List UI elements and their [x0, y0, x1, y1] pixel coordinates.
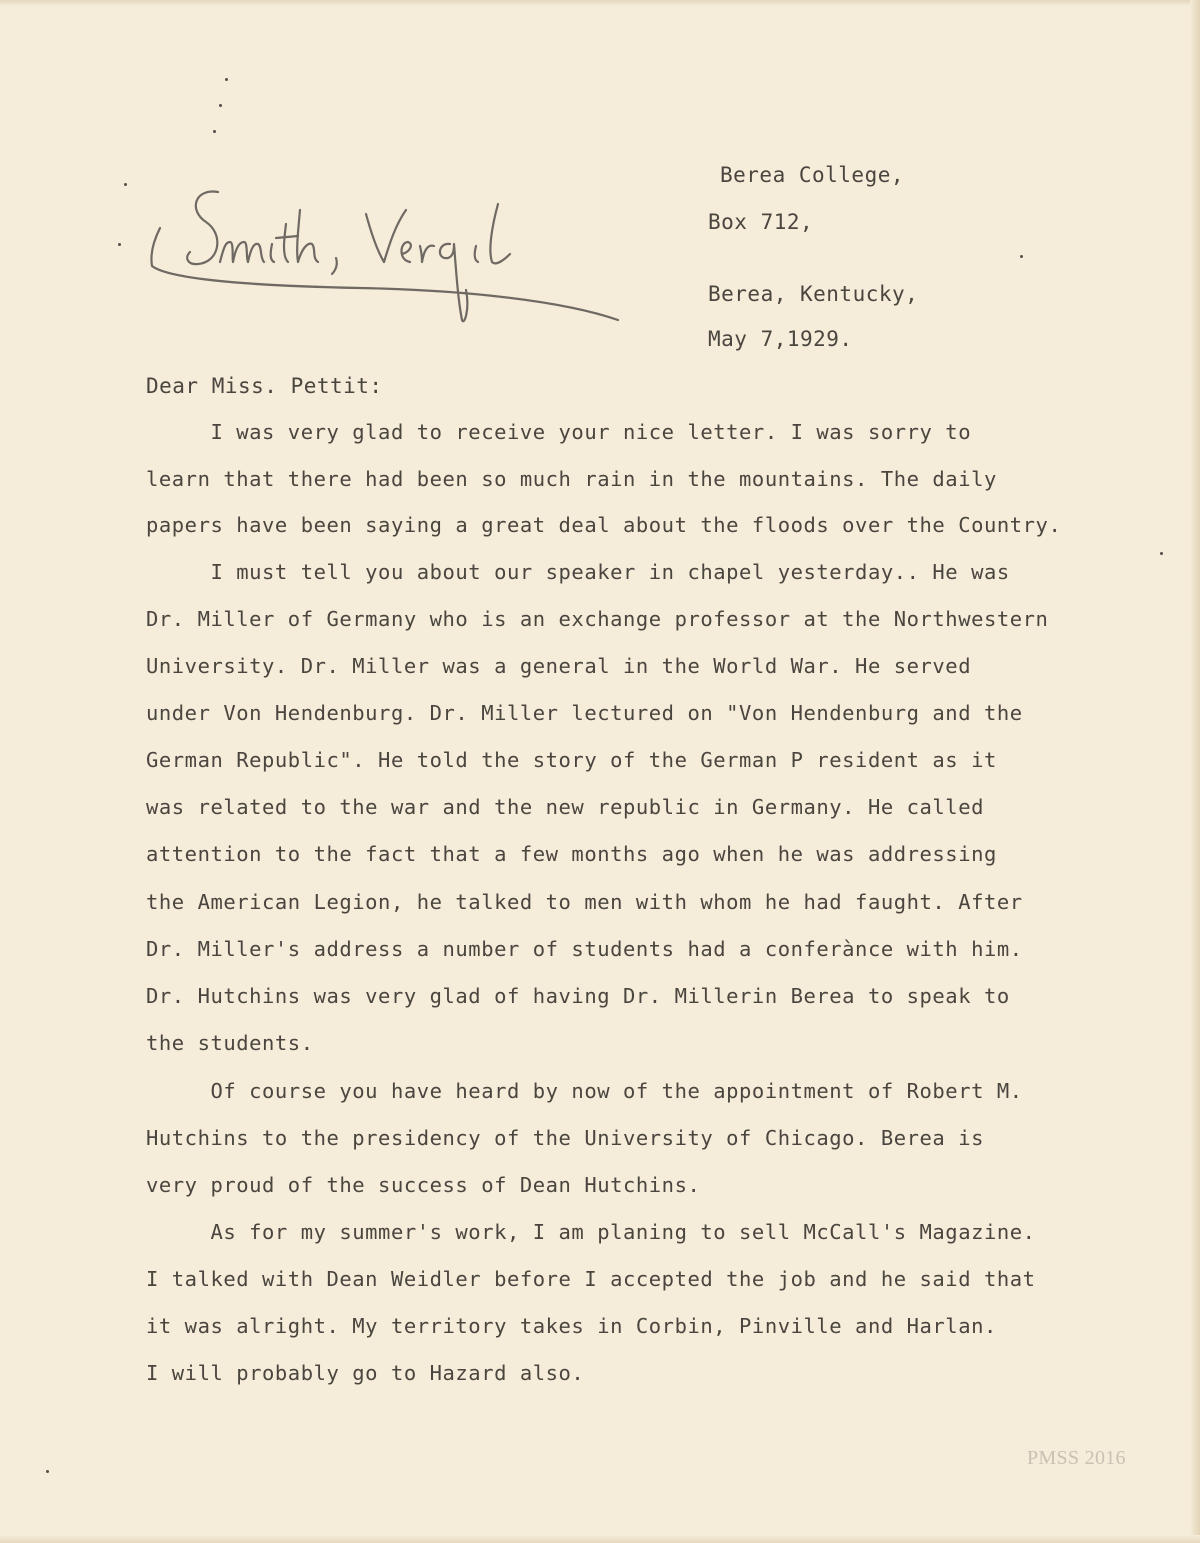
ink-speck	[1160, 552, 1163, 555]
handwritten-signature	[140, 170, 640, 340]
signature-drawing	[140, 170, 640, 340]
body-line: I will probably go to Hazard also.	[146, 1361, 585, 1385]
body-line: I must tell you about our speaker in chapel yesterday.. He was	[146, 560, 1010, 584]
body-line: German Republic". He told the story of the German P resident as it	[146, 748, 997, 772]
body-line: I talked with Dean Weidler before I accepted the job and he said that	[146, 1267, 1036, 1291]
address-line-college: Berea College,	[720, 163, 905, 187]
body-line: very proud of the success of Dean Hutchins.	[146, 1173, 701, 1197]
paper-edge-right	[1190, 0, 1200, 1543]
address-line-city: Berea, Kentucky,	[708, 282, 919, 306]
body-line: Dr. Hutchins was very glad of having Dr. Millerin Berea to speak to	[146, 984, 1010, 1008]
ink-speck	[118, 243, 121, 246]
body-line: Dr. Miller of Germany who is an exchange professor at the Northwestern	[146, 607, 1049, 631]
body-line: Hutchins to the presidency of the University of Chicago. Berea is	[146, 1126, 984, 1150]
ink-speck	[124, 183, 127, 186]
paper-edge-top	[0, 0, 1200, 6]
body-line: As for my summer's work, I am planing to sell McCall's Magazine.	[146, 1220, 1036, 1244]
body-line: attention to the fact that a few months ago when he was addressing	[146, 842, 997, 866]
body-line: papers have been saying a great deal about the floods over the Country.	[146, 513, 1062, 537]
body-line: University. Dr. Miller was a general in the World War. He served	[146, 654, 972, 678]
body-line: Of course you have heard by now of the appointment of Robert M.	[146, 1079, 1023, 1103]
address-line-date: May 7,1929.	[708, 327, 853, 351]
paper-edge-bottom	[0, 1535, 1200, 1543]
address-line-box: Box 712,	[708, 210, 814, 234]
salutation: Dear Miss. Pettit:	[146, 374, 383, 398]
body-line: Dr. Miller's address a number of students had a conferànce with him.	[146, 937, 1023, 961]
body-line: the students.	[146, 1031, 314, 1055]
body-line: was related to the war and the new republic in Germany. He called	[146, 795, 984, 819]
body-line: the American Legion, he talked to men with whom he had faught. After	[146, 890, 1023, 914]
ink-speck	[225, 78, 228, 81]
ink-speck	[219, 104, 222, 107]
body-line: it was alright. My territory takes in Corbin, Pinville and Harlan.	[146, 1314, 997, 1338]
body-line: I was very glad to receive your nice letter. I was sorry to	[146, 420, 972, 444]
ink-speck	[46, 1470, 49, 1473]
body-line: learn that there had been so much rain in the mountains. The daily	[146, 467, 997, 491]
archive-watermark: PMSS 2016	[1027, 1447, 1126, 1469]
body-line: under Von Hendenburg. Dr. Miller lectured on "Von Hendenburg and the	[146, 701, 1023, 725]
ink-speck	[213, 130, 216, 133]
ink-speck	[1020, 255, 1023, 258]
